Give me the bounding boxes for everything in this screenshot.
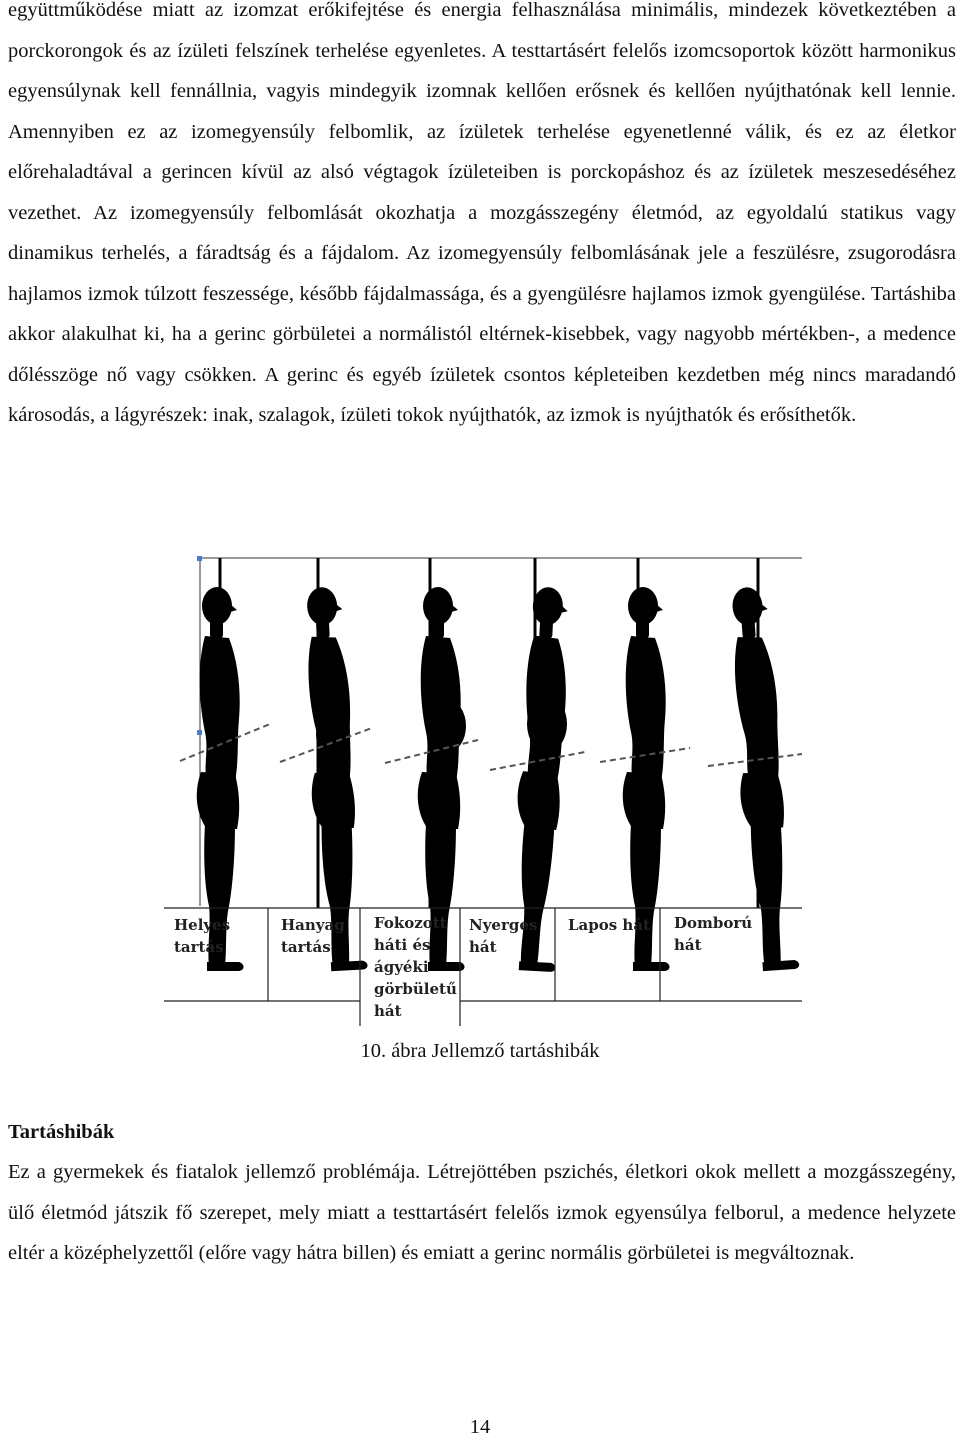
label-slouched-posture: Hanyag tartás <box>281 916 345 956</box>
posture-figure <box>160 556 802 1026</box>
selection-handle-icon <box>197 730 202 735</box>
label-hyper-curved-back: Fokozott háti és ágyéki görbületű hát <box>374 914 457 1020</box>
body-paragraph: együttműködése miatt az izomzat erőkifejtése és energia felhasználása minimális, mindezek következtében a porckorongok és az ízületi felszínek terhelése egyenletes. A testtartásért felelős izomcsoportok között harmonikus egyensúlynak kell fennállnia, vagyis mindegyik izomnak kellően erősnek és kellően nyújthatónak kell lennie. Amennyiben ez az izomegyensúly felbomlik, az ízületek terhelése egyenetlenné válik, és ez az életkor előrehaladtával a gerincen kívül az alsó végtagok ízületeiben is porckopáshoz és az ízületek meszesedéséhez vezethet. Az izomegyensúly felbomlását okozhatja a mozgásszegény életmód, az egyoldalú statikus vagy dinamikus terhelés, a fáradtság és a fájdalom. Az izomegyensúly felbomlásának jele a feszülésre, zsugorodásra hajlamos izmok túlzott feszessége, később fájdalmassága, és a gyengülésre hajlamos izmok gyengülése. Tartáshiba akkor alakulhat ki, ha a gerinc görbületei a normálistól eltérnek-kisebbek, vagy nagyobb mértékben-, a medence dőlésszöge nő vagy csökken. A gerinc és egyéb ízületek csontos képleteiben kezdetben még nincs maradandó károsodás, a lágyrészek: inak, szalagok, ízületi tokok nyújthatók, az izmok is nyújthatók és erősíthetők. <box>8 0 956 426</box>
page-number: 14 <box>469 1416 491 1438</box>
label-flat-back: Lapos hát <box>568 916 650 934</box>
label-round-back: Domború hát <box>674 914 753 954</box>
label-saddle-back: Nyerges hát <box>469 916 538 956</box>
label-correct-posture: Helyes tartás <box>174 916 231 956</box>
figure-caption: 10. ábra Jellemző tartáshibák <box>360 1040 600 1062</box>
body-paragraph: Ez a gyermekek és fiatalok jellemző problémája. Létrejöttében pszichés, életkori okok mellett a mozgásszegény, ülő életmód játszik fő szerepet, mely miatt a testtartásért felelős izmok egyensúlya felborul, a medence helyzete eltér a középhelyzettől (előre vagy hátra billen) és emiatt a gerinc normális görbületei is megváltoznak. <box>8 1161 956 1264</box>
selection-handle-icon <box>197 556 202 561</box>
section-heading: Tartáshibák <box>8 1121 115 1143</box>
